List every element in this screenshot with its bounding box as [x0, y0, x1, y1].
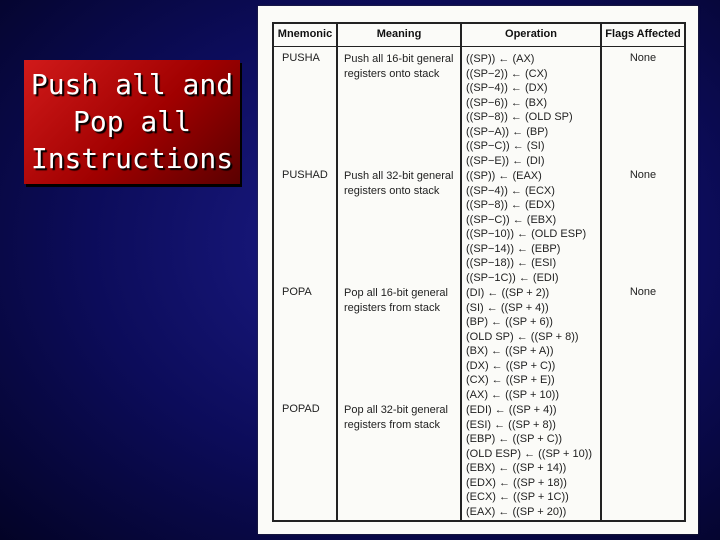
title-line-3: Instructions	[30, 142, 234, 175]
operation-line: ((SP−8)) ← (EDX)	[466, 199, 555, 211]
mnemonic-cell: POPA	[282, 286, 312, 298]
operation-cell	[466, 169, 586, 285]
meaning-cell	[344, 403, 464, 433]
operation-line: ((SP−8)) ← (OLD SP)	[466, 111, 573, 123]
operation-line: ((SP−C)) ← (SI)	[466, 140, 545, 152]
flags-cell: None	[629, 52, 657, 64]
flags-cell: None	[629, 169, 657, 181]
operation-line: (OLD ESP) ← ((SP + 10))	[466, 447, 593, 460]
flags-cell: None	[629, 286, 657, 298]
operation-line: ((SP−10)) ← (OLD ESP)	[466, 228, 587, 240]
operation-line: (EAX) ← ((SP + 20))	[466, 505, 567, 518]
operation-line: (DX) ← ((SP + C))	[466, 359, 556, 372]
meaning-line: registers from stack	[344, 302, 440, 314]
operation-line: (BX) ← ((SP + A))	[466, 345, 554, 357]
column-divider	[336, 24, 338, 520]
mnemonic-cell: POPAD	[282, 403, 320, 415]
operation-line: ((SP−6)) ← (BX)	[466, 96, 547, 109]
meaning-line: registers onto stack	[344, 68, 440, 80]
header-flags-affected: Flags Affected	[605, 28, 681, 40]
operation-cell	[466, 52, 573, 168]
operation-line: ((SP−18)) ← (ESI)	[466, 257, 557, 269]
operation-line: ((SP)) ← (AX)	[466, 53, 535, 65]
operation-line: (ECX) ← ((SP + 1C))	[466, 491, 569, 503]
meaning-line: Pop all 32-bit general	[344, 404, 448, 416]
operation-cell	[466, 403, 592, 519]
operation-line: ((SP−2)) ← (CX)	[466, 67, 548, 80]
meaning-line: Push all 32-bit general	[344, 170, 454, 182]
instruction-table	[272, 22, 686, 522]
meaning-cell	[344, 169, 464, 199]
operation-line: ((SP−C)) ← (EBX)	[466, 213, 557, 226]
operation-line: (OLD SP) ← ((SP + 8))	[466, 330, 579, 343]
operation-line: ((SP−4)) ← (DX)	[466, 82, 548, 94]
meaning-line: registers from stack	[344, 419, 440, 431]
meaning-line: Pop all 16-bit general	[344, 287, 448, 299]
operation-line: (SI) ← ((SP + 4))	[466, 301, 549, 314]
scanned-table-page	[258, 6, 698, 534]
meaning-line: registers onto stack	[344, 185, 440, 197]
operation-cell	[466, 286, 579, 402]
mnemonic-cell: PUSHAD	[282, 169, 328, 181]
operation-line: (BP) ← ((SP + 6))	[466, 316, 553, 328]
column-divider	[600, 24, 602, 520]
operation-line: (DI) ← ((SP + 2))	[466, 287, 550, 299]
header-operation: Operation	[505, 28, 557, 40]
operation-line: (AX) ← ((SP + 10))	[466, 388, 560, 401]
meaning-cell	[344, 286, 464, 316]
operation-line: ((SP−4)) ← (ECX)	[466, 184, 555, 197]
table-header	[274, 24, 684, 47]
operation-line: (EDI) ← ((SP + 4))	[466, 404, 557, 416]
operation-line: ((SP−A)) ← (BP)	[466, 125, 549, 138]
header-meaning: Meaning	[376, 28, 422, 40]
operation-line: ((SP−1C)) ← (EDI)	[466, 271, 559, 284]
operation-line: ((SP−14)) ← (EBP)	[466, 242, 561, 255]
header-mnemonic: Mnemonic	[277, 28, 333, 40]
meaning-cell	[344, 52, 464, 82]
title-line-2: Pop all	[72, 105, 191, 138]
slide-title-box	[24, 60, 240, 184]
operation-line: (EDX) ← ((SP + 18))	[466, 476, 567, 489]
operation-line: (EBP) ← ((SP + C))	[466, 433, 563, 445]
meaning-line: Push all 16-bit general	[344, 53, 454, 65]
operation-line: ((SP−E)) ← (DI)	[466, 154, 545, 167]
column-divider	[460, 24, 462, 520]
slide-title	[24, 66, 240, 177]
mnemonic-cell: PUSHA	[282, 52, 320, 64]
operation-line: (CX) ← ((SP + E))	[466, 374, 555, 386]
operation-line: (EBX) ← ((SP + 14))	[466, 462, 567, 474]
title-line-1: Push all and	[30, 68, 234, 101]
operation-line: ((SP)) ← (EAX)	[466, 170, 542, 182]
operation-line: (ESI) ← ((SP + 8))	[466, 418, 556, 431]
